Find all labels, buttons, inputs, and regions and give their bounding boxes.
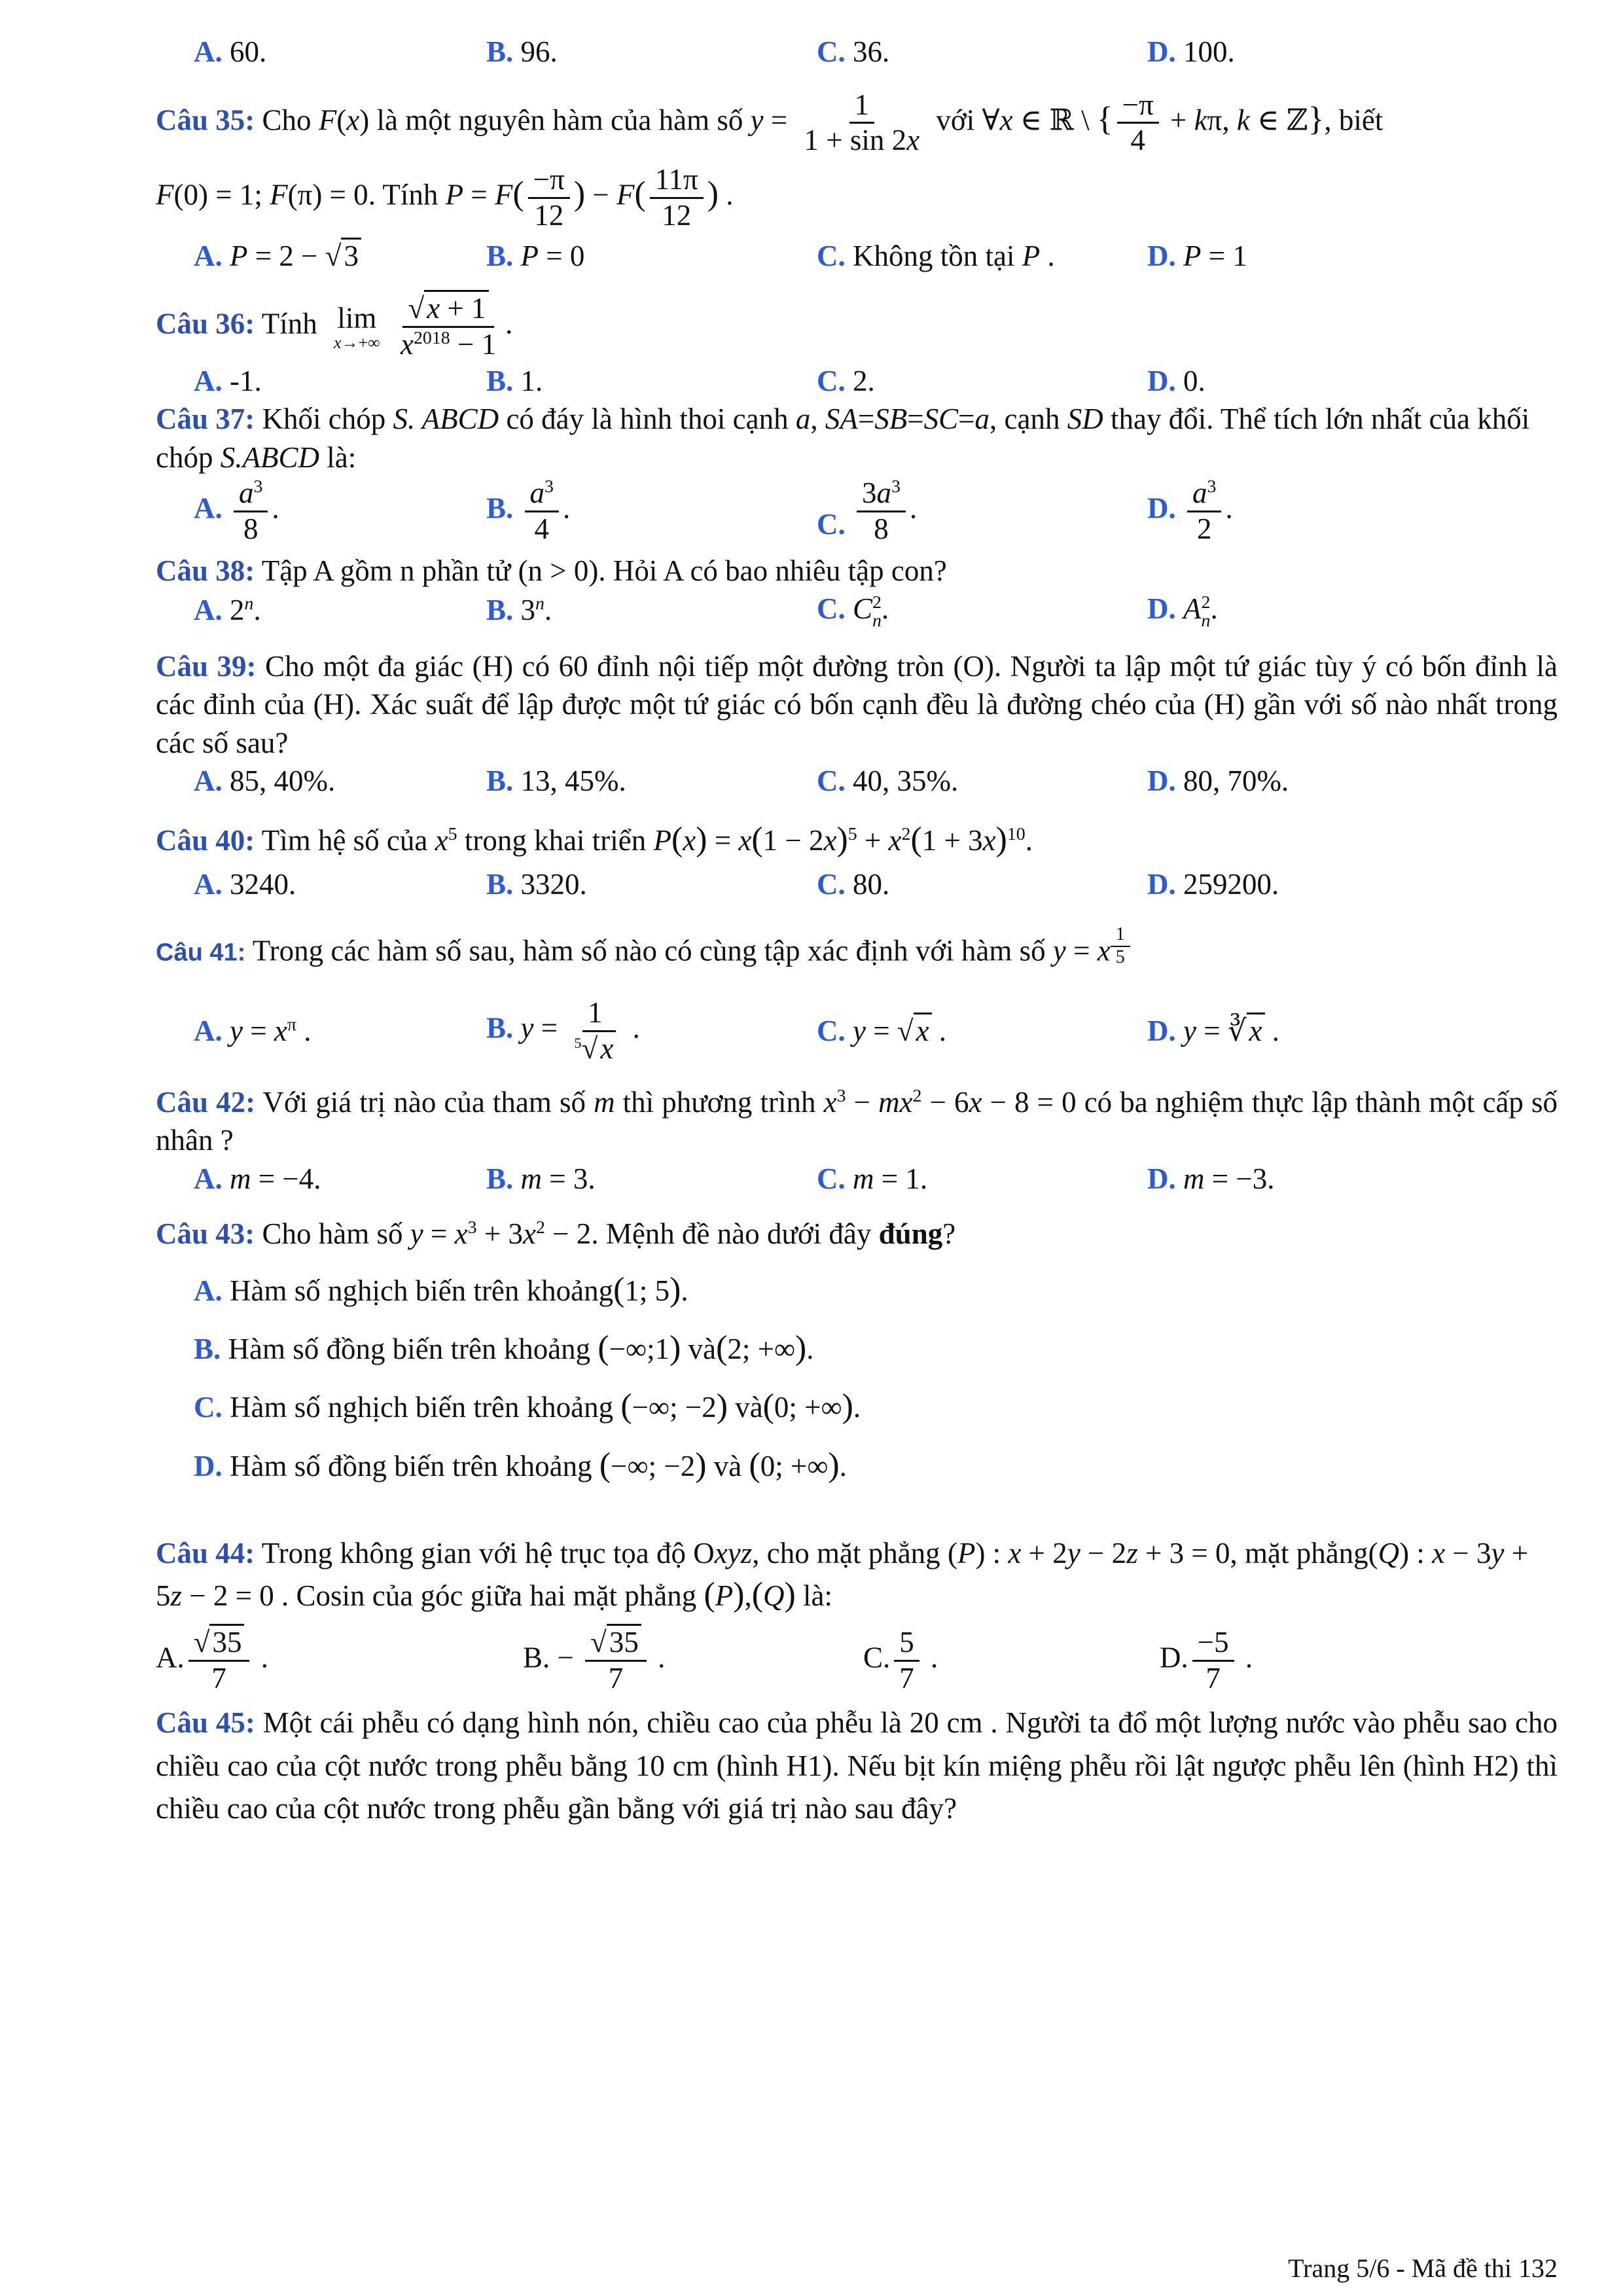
q41-option-b: B. y = $\frac{1}{^5√x}$ . (486, 996, 640, 1066)
q37-options (156, 476, 1558, 547)
q42-option-d: D. m = −3. (1147, 1162, 1275, 1195)
q39-option-a: A. 85, 40%. (194, 764, 336, 798)
question-label: Câu 42: (156, 1085, 256, 1119)
q41-option-a: A. $y = x^\pi$ . (194, 1014, 312, 1048)
question-label: Câu 36: (156, 307, 255, 340)
question-42: Câu 42: Với giá trị nào của tham số m thì phương trình $x^3 - mx^2 - 6x - 8 = 0$ có ba nghiệm thực lập thành một cấp số nhân ? (156, 1085, 1558, 1157)
q39-option-b: B. 13, 45%. (486, 764, 626, 798)
q41-option-c: C. y = √x . (817, 1012, 1147, 1050)
question-label: Câu 38: (156, 554, 255, 587)
question-45: Câu 45: Một cái phễu có dạng hình nón, chiều cao của phễu là 20 cm . Người ta đổ một lượng nước vào phễu sao cho chiều cao của cột nước trong phễu bằng 10 cm (hình H1). Nếu bịt kín miệng phễu rồi lật ngược phễu lên (hình H2) thì chiều cao của cột nước trong phễu gần bằng với giá trị nào sau đây? (156, 1706, 1558, 1825)
q34-options (156, 33, 1558, 71)
math-expr: F (318, 103, 337, 137)
q44-option-c: C. $\frac{5}{7}$ . (863, 1625, 938, 1695)
q42-option-b: B. m = 3. (486, 1162, 596, 1195)
question-label: Câu 45: (156, 1706, 255, 1740)
q40-option-a: A. 3240. (194, 867, 296, 901)
q43-option-b: B. Hàm số đồng biến trên khoảng (−∞;1) và(2; +∞). (194, 1329, 814, 1367)
q34-option-b: B. 96. (486, 35, 558, 68)
q38-options (156, 590, 1558, 630)
question-label: Câu 44: (156, 1537, 255, 1570)
q41-option-d: D. y = ∛x . (1147, 1012, 1478, 1050)
question-36: Câu 36: Tính lim x→+∞ $\frac{√x + 1}{x^{2018} - 1}$ . (156, 292, 1558, 362)
q34-option-c: C. 36. (817, 35, 890, 68)
q38-option-d: D. A 2 n . (1147, 592, 1218, 631)
q38-option-b: B. 3$^n$. (486, 593, 552, 626)
q35-option-a: A. P = 2 − √3 (156, 237, 486, 276)
question-37: Câu 37: Khối chóp S. ABCD có đáy là hình thoi cạnh a, SA=SB=SC=a, cạnh SD thay đổi. Thể tích lớn nhất của khối chóp S.ABCD là: (156, 403, 1530, 474)
q39-option-c: C. 40, 35%. (817, 764, 959, 798)
q40-option-d: D. 259200. (1147, 867, 1279, 901)
q36-option-c: C. 2. (817, 364, 875, 397)
q39-option-d: D. 80, 70%. (1147, 764, 1289, 798)
q43-option-a: A. Hàm số nghịch biến trên khoảng(1; 5). (194, 1270, 688, 1308)
question-label: Câu 37: (156, 403, 255, 435)
q42-option-c: C. m = 1. (817, 1162, 928, 1195)
question-38: Câu 38: Tập A gồm n phần tử (n > 0). Hỏi A có bao nhiêu tập con? (156, 554, 947, 587)
q37-option-c: C. $\frac{3a^3}{8}$ . (817, 476, 918, 545)
q35-options (156, 237, 1558, 276)
question-label: Câu 35: (156, 103, 255, 137)
q34-option-d: D. 100. (1147, 35, 1235, 68)
question-label: Câu 39: (156, 649, 257, 683)
question-39: Câu 39: Cho một đa giác (H) có 60 đỉnh nội tiếp một đường tròn (O). Người ta lập một tứ giác tùy ý có bốn đỉnh là các đỉnh của (H). Xác suất để lập được một tứ giác có bốn cạnh đều là đường chéo của (H) gần với số nào nhất trong các số sau? (156, 649, 1558, 759)
q38-option-c: C. C 2 n . (817, 592, 889, 631)
question-40: Câu 40: Tìm hệ số của $x^5$ trong khai triển $P(x) = x(1 - 2x)^5 + x^2(1 + 3x)^{10}$. (156, 820, 1033, 858)
q35-option-d: D. P = 1 (1147, 239, 1247, 272)
q39-options (156, 762, 1558, 800)
q40-option-c: C. 80. (817, 867, 890, 901)
q34-option-a: A. 60. (194, 35, 267, 68)
exam-page (156, 33, 1558, 1830)
question-35-line2: F(0) = 1; F(π) = 0. Tính P = F( $\frac{-\pi}{12}$ ) − F( $\frac{11\pi}{12}$ ) . (156, 163, 734, 232)
q43-option-c: C. Hàm số nghịch biến trên khoảng (−∞; −2) và(0; +∞). (194, 1388, 861, 1426)
q36-options (156, 362, 1558, 401)
q37-option-d: D. $\frac{a^3}{2}$ . (1147, 476, 1233, 545)
fraction: $\frac{1}{1 + \sin 2x}$ (804, 88, 920, 157)
q38-option-a: A. 2$^n$. (194, 593, 261, 626)
question-label: Câu 40: (156, 823, 255, 857)
q42-option-a: A. m = −4. (194, 1162, 321, 1195)
q35-option-c: C. Không tồn tại P . (817, 239, 1055, 272)
q44-option-d: D. $\frac{-5}{7}$ . (1160, 1625, 1253, 1695)
q44-options (156, 1626, 1558, 1696)
question-43: Câu 43: Cho hàm số $y = x^3 + 3x^2 - 2$. Mệnh đề nào dưới đây đúng? (156, 1217, 956, 1251)
q37-option-a: A. $\frac{a^3}{8}$ . (194, 476, 279, 545)
q44-option-a: A. $\frac{√35}{7}$ . (156, 1626, 486, 1696)
question-label: Câu 43: (156, 1217, 255, 1251)
q41-options (156, 996, 1558, 1066)
q37-option-b: B. $\frac{a^3}{4}$ . (486, 476, 571, 545)
q40-option-b: B. 3320. (486, 867, 587, 901)
q35-option-b: B. P = 0 (486, 239, 585, 272)
q44-option-b: B. − $\frac{√35}{7}$ . (486, 1626, 863, 1696)
question-41: Câu 41: Trong các hàm số sau, hàm số nào có cùng tập xác định với hàm số y = x $^{\frac{1}{5}}$ (156, 924, 1558, 970)
q36-option-b: B. 1. (486, 364, 543, 397)
question-label: Câu 41: (156, 939, 246, 967)
q36-option-a: A. -1. (194, 364, 262, 397)
q40-options (156, 865, 1558, 904)
question-44: Câu 44: Trong không gian với hệ trục tọa độ Oxyz, cho mặt phẳng (P) : x + 2y − 2z + 3 = 0, mặt phẳng(Q) : x − 3y + 5z − 2 = 0 . Cosin của góc giữa hai mặt phẳng (P),(Q) là: (156, 1537, 1529, 1613)
page-footer: Trang 5/6 - Mã đề thi 132 (1288, 2253, 1558, 2283)
q42-options (156, 1160, 1558, 1198)
question-35: Câu 35: Cho F(x) là một nguyên hàm của hàm số y = $\frac{1}{1 + \sin 2x}$ với ∀x ∈ ℝ \ { $\frac{-\pi}{4}$ + kπ, k ∈ ℤ}, biết (156, 88, 1383, 157)
q36-option-d: D. 0. (1147, 364, 1205, 397)
q43-option-d: D. Hàm số đồng biến trên khoảng (−∞; −2) và (0; +∞). (194, 1446, 847, 1484)
